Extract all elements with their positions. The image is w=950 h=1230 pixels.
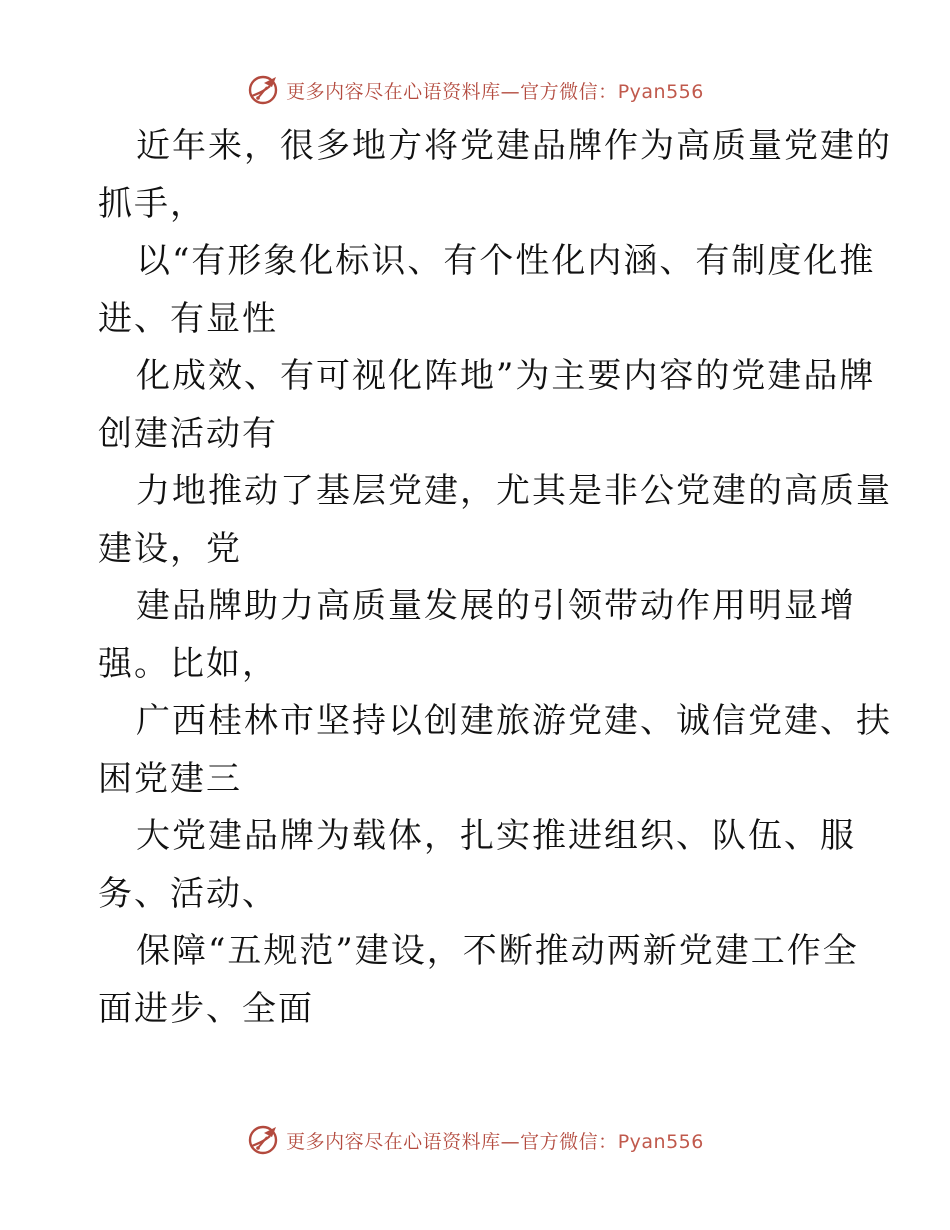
body-line: 困党建三	[98, 758, 242, 799]
document-body	[98, 118, 892, 1038]
body-line: 近年来，很多地方将党建品牌作为高质量党建的	[136, 126, 892, 166]
body-line: 进、有显性	[98, 298, 278, 339]
body-line: 保障“五规范”建设，不断推动两新党建工作全	[136, 931, 859, 971]
body-line: 抓手，	[98, 183, 206, 224]
footer-watermark-banner	[0, 1120, 950, 1160]
body-line: 以“有形象化标识、有个性化内涵、有制度化推	[136, 241, 876, 281]
body-line: 广西桂林市坚持以创建旅游党建、诚信党建、扶	[136, 701, 892, 741]
footer-watermark-text: 更多内容尽在心语资料库—官方微信：Pyan556	[286, 1130, 704, 1153]
body-line: 大党建品牌为载体，扎实推进组织、队伍、服	[136, 816, 856, 856]
body-line: 化成效、有可视化阵地”为主要内容的党建品牌	[136, 356, 876, 396]
body-line: 创建活动有	[98, 413, 278, 454]
pen-logo-icon	[246, 73, 280, 107]
body-line: 力地推动了基层党建，尤其是非公党建的高质量	[136, 471, 892, 511]
body-line: 强。比如，	[98, 643, 278, 684]
body-line: 务、活动、	[98, 873, 278, 914]
pen-logo-icon	[246, 1123, 280, 1157]
body-line: 面进步、全面	[98, 988, 314, 1029]
body-line: 建设，党	[98, 528, 242, 569]
body-line: 建品牌助力高质量发展的引领带动作用明显增	[136, 586, 856, 626]
header-watermark-text: 更多内容尽在心语资料库—官方微信：Pyan556	[286, 80, 704, 103]
header-watermark-banner	[0, 70, 950, 110]
